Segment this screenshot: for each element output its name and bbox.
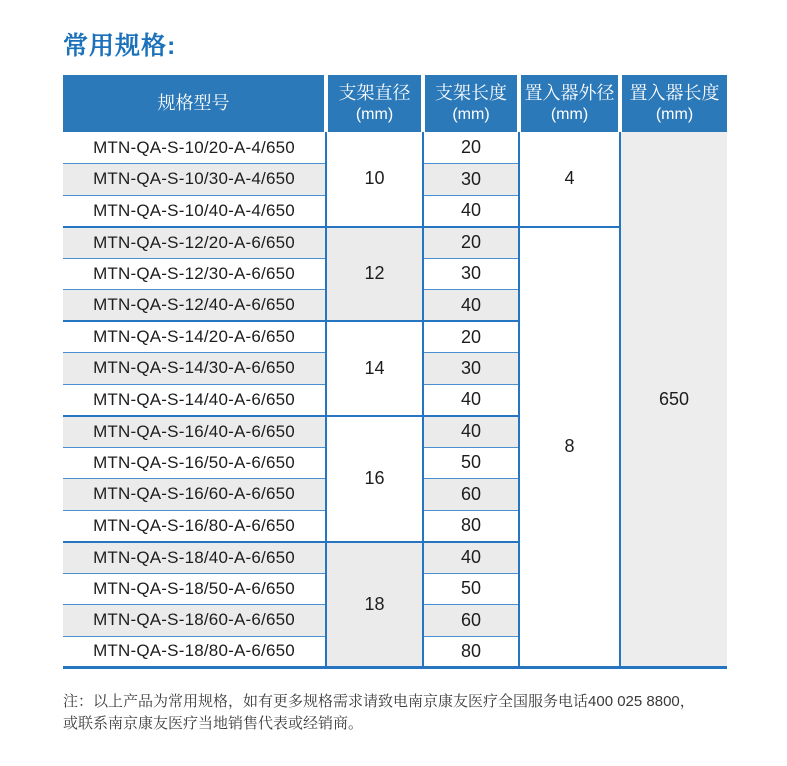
header-introducer-od-unit: (mm) (550, 105, 589, 123)
footnote (63, 691, 733, 735)
header-stent-diameter-unit: (mm) (355, 105, 394, 123)
model-cell: MTN-QA-S-16/40-A-6/650 (63, 416, 326, 448)
model-cell: MTN-QA-S-12/30-A-6/650 (63, 258, 326, 290)
model-cell: MTN-QA-S-14/30-A-6/650 (63, 353, 326, 385)
outer-diameter-cell: 4 (519, 132, 620, 227)
model-cell: MTN-QA-S-16/50-A-6/650 (63, 447, 326, 479)
length-cell: 50 (423, 447, 519, 479)
model-cell: MTN-QA-S-10/20-A-4/650 (63, 132, 326, 164)
length-cell: 30 (423, 353, 519, 385)
model-cell: MTN-QA-S-14/40-A-6/650 (63, 384, 326, 416)
length-cell: 40 (423, 416, 519, 448)
diameter-cell: 12 (326, 227, 423, 322)
header-stent-diameter-label: 支架直径 (338, 83, 411, 104)
spec-table (63, 75, 727, 669)
model-cell: MTN-QA-S-18/80-A-6/650 (63, 636, 326, 668)
length-cell: 30 (423, 258, 519, 290)
diameter-cell: 10 (326, 132, 423, 227)
table-row (63, 132, 727, 164)
header-introducer-length-unit: (mm) (655, 105, 694, 123)
length-cell: 40 (423, 384, 519, 416)
model-cell: MTN-QA-S-10/30-A-4/650 (63, 164, 326, 196)
header-stent-length-unit: (mm) (452, 105, 490, 123)
length-cell: 80 (423, 510, 519, 542)
inserter-length-cell: 650 (620, 132, 727, 668)
length-cell: 60 (423, 605, 519, 637)
length-cell: 60 (423, 479, 519, 511)
footnote-line-1: 注：以上产品为常用规格，如有更多规格需求请致电南京康友医疗全国服务电话400 025 8800， (63, 693, 695, 710)
model-cell: MTN-QA-S-18/40-A-6/650 (63, 542, 326, 574)
diameter-cell: 16 (326, 416, 423, 542)
header-model-label: 规格型号 (157, 93, 230, 114)
model-cell: MTN-QA-S-16/80-A-6/650 (63, 510, 326, 542)
length-cell: 40 (423, 195, 519, 227)
length-cell: 50 (423, 573, 519, 605)
outer-diameter-cell: 8 (519, 227, 620, 668)
header-introducer-od (519, 75, 620, 132)
model-cell: MTN-QA-S-12/20-A-6/650 (63, 227, 326, 259)
length-cell: 20 (423, 132, 519, 164)
model-cell: MTN-QA-S-14/20-A-6/650 (63, 321, 326, 353)
length-cell: 40 (423, 542, 519, 574)
footnote-line-2: 或联系南京康友医疗当地销售代表或经销商。 (63, 715, 364, 732)
header-row (63, 75, 727, 132)
model-cell: MTN-QA-S-18/50-A-6/650 (63, 573, 326, 605)
length-cell: 20 (423, 321, 519, 353)
length-cell: 20 (423, 227, 519, 259)
diameter-cell: 14 (326, 321, 423, 416)
length-cell: 40 (423, 290, 519, 322)
model-cell: MTN-QA-S-16/60-A-6/650 (63, 479, 326, 511)
header-introducer-od-label: 置入器外径 (524, 83, 615, 104)
header-model (63, 75, 326, 132)
length-cell: 30 (423, 164, 519, 196)
header-introducer-length (620, 75, 727, 132)
header-stent-diameter (326, 75, 423, 132)
header-stent-length (423, 75, 519, 132)
diameter-cell: 18 (326, 542, 423, 668)
model-cell: MTN-QA-S-18/60-A-6/650 (63, 605, 326, 637)
model-cell: MTN-QA-S-12/40-A-6/650 (63, 290, 326, 322)
header-introducer-length-label: 置入器长度 (629, 83, 720, 104)
header-stent-length-label: 支架长度 (435, 83, 507, 104)
length-cell: 80 (423, 636, 519, 668)
model-cell: MTN-QA-S-10/40-A-4/650 (63, 195, 326, 227)
page-title: 常用规格: (63, 32, 177, 60)
